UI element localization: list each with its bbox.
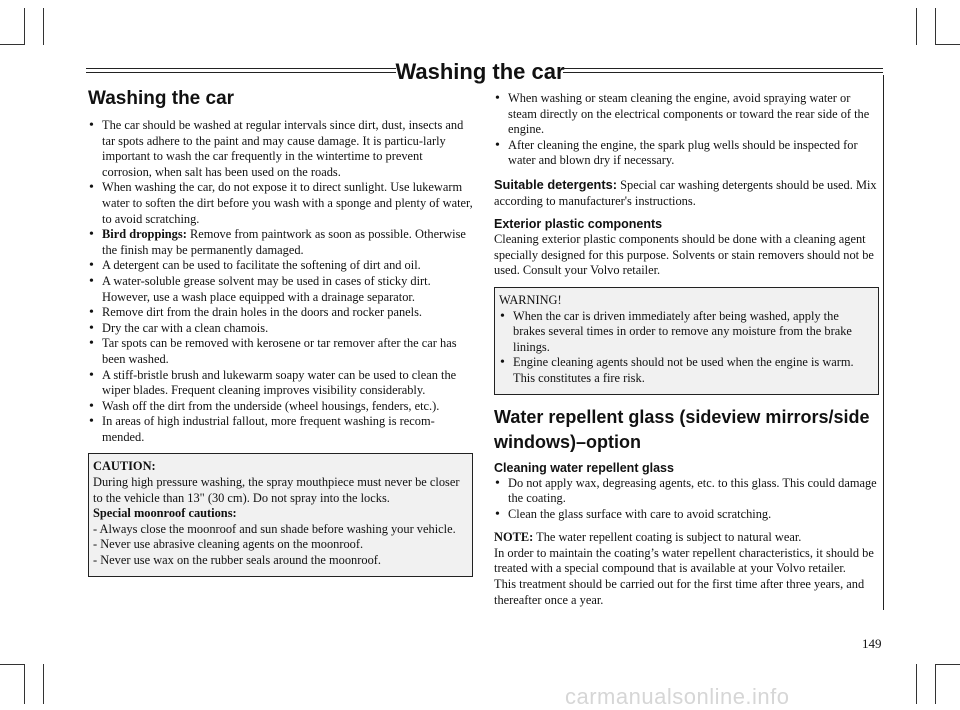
list-item: • In areas of high industrial fallout, more frequent washing is recom-mended. <box>88 414 473 445</box>
crop-mark <box>43 664 44 704</box>
note-paragraph: NOTE: The water repellent coating is subject to natural wear. <box>494 530 802 545</box>
crop-mark <box>916 8 917 45</box>
header-rule-right <box>563 68 883 73</box>
glass-heading: Water repellent glass (sideview mirrors/side windows)–option <box>494 406 870 452</box>
plastic-heading: Exterior plastic components <box>494 217 663 232</box>
moonroof-caution-label: Special moonroof cautions: <box>93 506 237 521</box>
list-item: • Tar spots can be removed with kerosene or tar remover after the car has been washed. <box>88 336 473 367</box>
washing-bullet-list <box>88 118 473 445</box>
glass-paragraph: This treatment should be carried out for the first time after three years, and thereafter once a year. <box>494 577 865 607</box>
caution-box <box>88 453 473 576</box>
margin-rule <box>883 75 884 610</box>
list-item: • Clean the glass surface with care to avoid scratching. <box>494 507 879 523</box>
crop-mark <box>935 664 936 704</box>
crop-mark <box>916 664 917 704</box>
crop-mark <box>43 8 44 45</box>
crop-mark <box>935 664 960 665</box>
glass-bullet-list <box>494 476 879 523</box>
plastic-section <box>494 217 879 279</box>
glass-paragraph: In order to maintain the coating’s water repellent characteristics, it should be treated with a special compound that is available at your Volvo retailer. <box>494 545 874 576</box>
page-number: 149 <box>862 636 882 651</box>
detergents-paragraph: Suitable detergents: Special car washing detergents should be used. Mix according to manufacturer's instructions. <box>494 176 877 208</box>
crop-mark <box>935 44 960 45</box>
crop-mark <box>0 664 24 665</box>
list-item: • When the car is driven immediately after being washed, apply the brakes several times in order to remove any moisture from the brake linings. <box>499 309 874 356</box>
crop-mark <box>935 8 936 45</box>
list-item: • Do not apply wax, degreasing agents, etc. to this glass. This could damage the coating. <box>494 476 879 507</box>
plastic-text: Cleaning exterior plastic components should be done with a cleaning agent specially designed for this purpose. Solvents or stain removers should not be used. Consult your Volvo retailer. <box>494 232 874 278</box>
moonroof-caution-line: - Always close the moonroof and sun shade before washing your vehicle. <box>93 521 456 536</box>
list-item: • Remove dirt from the drain holes in the doors and rocker panels. <box>88 305 473 321</box>
moonroof-caution-line: - Never use wax on the rubber seals around the moonroof. <box>93 553 381 568</box>
list-item: • Dry the car with a clean chamois. <box>88 321 473 337</box>
list-item: • After cleaning the engine, the spark plug wells should be inspected for water and blown dry if necessary. <box>494 138 879 169</box>
warning-box <box>494 287 879 395</box>
warning-bullet-list <box>499 309 874 387</box>
watermark-text: carmanualsonline.info <box>565 684 790 709</box>
list-item: • A detergent can be used to facilitate the softening of dirt and oil. <box>88 258 473 274</box>
caution-label: CAUTION: <box>93 459 156 474</box>
warning-label: WARNING! <box>499 292 562 307</box>
list-item: • Wash off the dirt from the underside (wheel housings, fenders, etc.). <box>88 399 473 415</box>
right-column <box>494 91 879 608</box>
left-column <box>88 86 473 577</box>
list-item: • The car should be washed at regular intervals since dirt, dust, insects and tar spots adhere to the paint and may cause damage. It is particu-larly important to wash the car frequently in the wintertime to prevent corrosion, when salt has been used on the roads. <box>88 118 473 180</box>
list-item: • Bird droppings: Remove from paintwork as soon as possible. Otherwise the finish may be permanently damaged. <box>88 227 473 258</box>
detergents-label: Suitable detergents: <box>494 176 618 192</box>
list-item: • A water-soluble grease solvent may be used in cases of sticky dirt. However, use a wash place equipped with a drainage separator. <box>88 274 473 305</box>
note-label: NOTE: <box>494 530 534 545</box>
list-item: • When washing or steam cleaning the engine, avoid spraying water or steam directly on the electrical components or toward the rear side of the engine. <box>494 91 879 138</box>
engine-bullet-list <box>494 91 879 169</box>
crop-mark <box>0 44 24 45</box>
page-title: Washing the car <box>395 59 565 84</box>
bird-droppings-label: Bird droppings: <box>102 227 187 242</box>
crop-mark <box>24 664 25 704</box>
list-item: • A stiff-bristle brush and lukewarm soapy water can be used to clean the wiper blades. Frequent cleaning improves visibility considerably. <box>88 368 473 399</box>
list-item: • When washing the car, do not expose it to direct sunlight. Use lukewarm water to soften the dirt before you wash with a sponge and plenty of water, to avoid scratching. <box>88 180 473 227</box>
crop-mark <box>24 8 25 45</box>
caution-text: During high pressure washing, the spray mouthpiece must never be closer to the vehicle than 13" (30 cm). Do not spray into the locks. <box>93 475 460 505</box>
section-heading-washing: Washing the car <box>88 88 235 109</box>
moonroof-caution-line: - Never use abrasive cleaning agents on the moonroof. <box>93 537 364 552</box>
glass-subheading: Cleaning water repellent glass <box>494 460 674 475</box>
list-item: • Engine cleaning agents should not be used when the engine is warm. This constitutes a fire risk. <box>499 355 874 386</box>
